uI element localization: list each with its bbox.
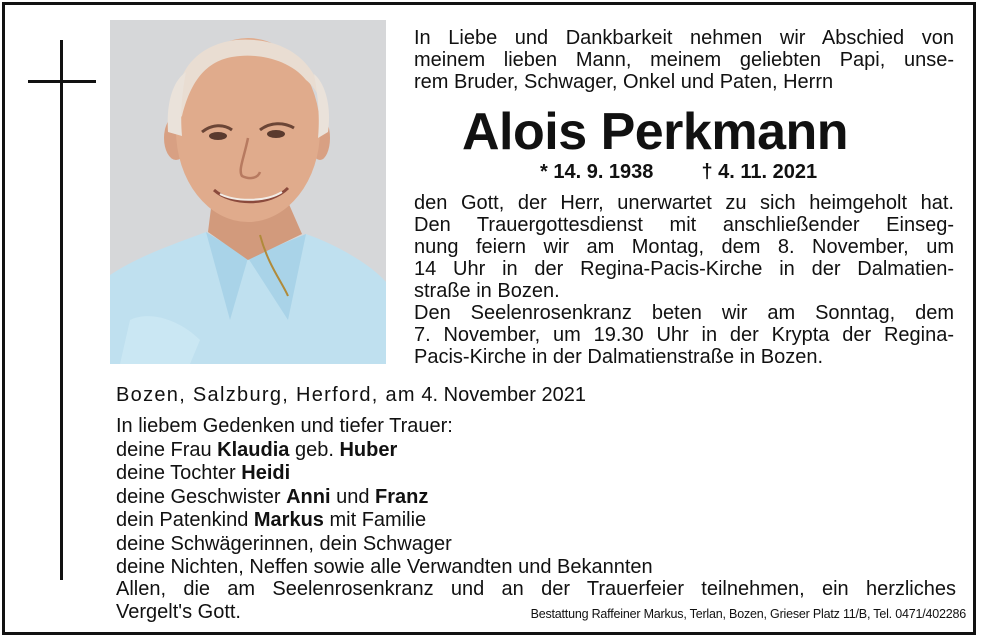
cross-icon — [60, 40, 63, 580]
mourner-siblings: deine Geschwister Anni und Franz — [116, 485, 429, 508]
body-line: den Gott, der Herr, unerwartet zu sich heimgeholt hat. — [414, 192, 954, 214]
death-date: † 4. 11. 2021 — [701, 161, 818, 183]
place-names: Bozen, Salzburg, Herford, am — [116, 384, 416, 406]
mourner-in-laws: deine Schwägerinnen, dein Schwager — [116, 532, 452, 555]
body-line: 14 Uhr in der Regina-Pacis-Kirche in der Dalmatien- — [414, 258, 954, 280]
intro-text — [414, 27, 954, 93]
body-line: Pacis-Kirche in der Dalmatienstraße in Bozen. — [414, 346, 824, 368]
mourners-intro: In liebem Gedenken und tiefer Trauer: — [116, 415, 453, 437]
place-and-date — [116, 383, 586, 407]
intro-line: meinem lieben Mann, meinem geliebten Papi, unse- — [414, 49, 954, 71]
body-line: Den Seelenrosenkranz beten wir am Sonntag, dem — [414, 302, 954, 324]
mourner-wife: deine Frau Klaudia geb. Huber — [116, 438, 398, 461]
notice-date: 4. November 2021 — [421, 384, 586, 406]
body-line: nung feiern wir am Montag, dem 8. November, um — [414, 236, 954, 258]
cross-icon-bar — [28, 80, 96, 83]
closing-line: Vergelt's Gott. — [116, 601, 241, 623]
intro-line: rem Bruder, Schwager, Onkel und Paten, Herrn — [414, 71, 834, 93]
intro-line: In Liebe und Dankbarkeit nehmen wir Abschied von — [414, 27, 954, 49]
life-dates — [540, 160, 817, 184]
body-line: straße in Bozen. — [414, 280, 560, 302]
portrait-photo — [110, 20, 386, 364]
birth-date: * 14. 9. 1938 — [540, 161, 654, 183]
service-details — [414, 192, 954, 368]
mourner-godchild: dein Patenkind Markus mit Familie — [116, 509, 427, 531]
mourner-others: deine Nichten, Neffen sowie alle Verwandten und Bekannten — [116, 556, 653, 578]
undertaker-info: Bestattung Raffeiner Markus, Terlan, Bozen, Grieser Platz 11/B, Tel. 0471/402286 — [530, 607, 966, 621]
body-line: Den Trauergottesdienst mit anschließender Einseg- — [414, 214, 954, 236]
mourners-list — [116, 415, 653, 580]
deceased-name: Alois Perkmann — [462, 103, 849, 161]
mourner-daughter: deine Tochter Heidi — [116, 462, 291, 484]
closing-line: Allen, die am Seelenrosenkranz und an der Trauerfeier teilnehmen, ein herzliches — [116, 578, 956, 600]
body-line: 7. November, um 19.30 Uhr in der Krypta der Regina- — [414, 324, 954, 346]
